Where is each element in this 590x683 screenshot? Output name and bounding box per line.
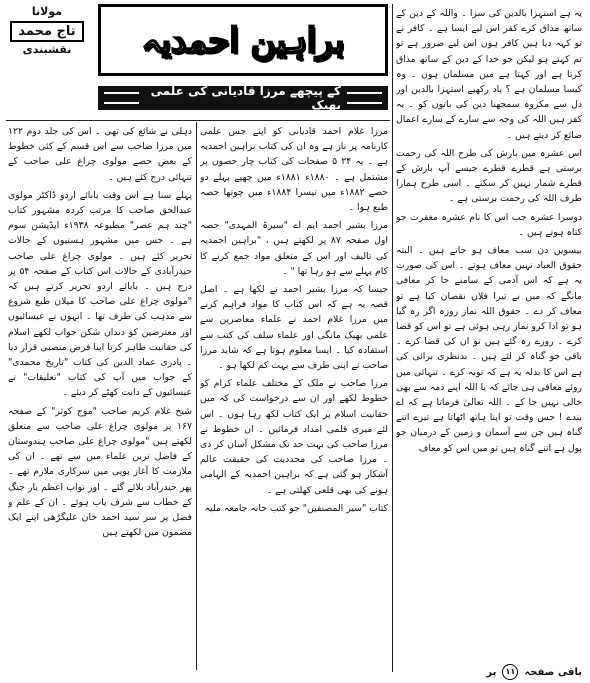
- paragraph: اس عشرہ میں بارش کی طرح اللہ کی رحمت برستی ہے قطرے قطرے جیسے آپ بارش کے قطرے شمار نہیں کر سکتے ۔ اسی طرح ہمارا طرف اللہ کی رحمت برستی ہے ۔: [396, 147, 582, 205]
- author-block: [8, 4, 86, 114]
- paragraph: مرزا غلام احمد قادیانی کو اپنے جس علمی کارنامہ پر ناز ہے وہ ان کی کتاب براہین احمدیہ ہے ۔ یہ ۲۴ ۵ صفحات کی کتاب چار حصوں پر مشتمل ہے ۔ ۱۸۸۰ء ۱۸۸۱ء میں چھپے پہلے دو حصے ۱۸۸۲ء میں تیسرا ۱۸۸۴ء میں چوتھا حصہ طبع ہوا ۔: [200, 126, 388, 214]
- continued-label: باقی صفحہ: [524, 666, 582, 678]
- paragraph: بیسویں دن سب معاف ہو جاتے ہیں ۔ البتہ حقوق العباد نہیں معاف ہوتے ۔ اس کی صورت یہ ہے کہ اس آدمی کے سامنے جا کر معافی مانگے کہ میں نے تیرا فلاں نقصان کیا ہے تو معاف کر دے ۔ حقوق اللہ نماز روزہ اگر رہ گیا ہو تو ادا کرو نماز رہی ہوئی ہے تو اس کو قضا کرے ۔ روزے رہ گئے ہیں تو ان کی قضا کرے ۔ باقی جو گناہ کر لئے ہیں ۔ بدنظری برائی کی ہے اس کا بدلہ یہ ہے کہ توبہ کرے ۔ تنہائی میں روئے معافی ہی جائے کہ یا اللہ اپنے ذمہ سے بھی خالی نہیں جا کے ۔ اللہ تعالیٰ فرماتا ہے کہ اے بندے ! جس وقت تو اپنا ہاتھ اٹھاتا ہے تیرے اتنے گناہ ہیں جن سے آسمان و زمین کے درمیان جو پول ہے اتنے گناہ ہیں تو میں اس کو معاف: [396, 245, 582, 454]
- subtitle: کے پیچھے مرزا قادیانی کی علمی بھیک: [150, 84, 342, 112]
- continued-suffix: پر: [486, 666, 497, 678]
- paragraph: شیخ غلام کریم صاحب "موج کوثر" کے صفحہ ۱۶۷ پر مولوی چراغ علی صاحب سے متعلق لکھتے ہیں "مولوی چراغ علی صاحب ہندوستان کے فاضل ترین علماء میں سے تھے ۔ ان کی ملازمت کا آغاز یوپی میں سرکاری ملازم تھے ۔ پھر حیدرآباد بلائے گئے ۔ اور نواب اعظم یار جنگ کے خطاب سے شرف یاب ہوئے ۔ ان کے علم و فضل پر سر سید احمد خان علیگڑھی اپنے ایک مضمون میں لکھتے ہیں: [8, 405, 192, 539]
- author-prefix: مولانا: [31, 5, 63, 18]
- column-right: [396, 6, 582, 672]
- column-left: [8, 124, 192, 670]
- subtitle-bar: [98, 86, 388, 110]
- author-name: تاج محمد: [10, 21, 83, 42]
- page-ref-badge: ۱۱: [502, 664, 518, 680]
- page-title: براہین احمدیہ: [141, 20, 345, 61]
- paragraph: دوسرا عشرہ جب اس کا نام عشرہ مغفرت جو کتاہ ہوتے ہیں ۔: [396, 211, 582, 238]
- subtitle-ornament-left: [104, 92, 139, 104]
- subtitle-ornament-right: [347, 92, 382, 104]
- author-suffix: نقشبندی: [22, 43, 72, 56]
- paragraph: پہلے سنا ہے اس وقت بابائے اردو ڈاکٹر مولوی عبدالحق صاحب کا مرتب کردہ مشہور کتاب "چند ہم عصر" مطبوعہ ۱۹۳۸ء ایڈیشن سوم ہے ۔ جس میں مشہور ہستیوں کے حالات تحریر کئے ہیں ۔ مولوی چراغ علی صاحب حیدرآبادی کے حالات اس کتاب کے صفحہ ۵۴ پر درج ہیں ۔ بابائے اردو تحریر کرتے ہیں کہ "مولوی چراغ علی صاحب کا میلان طبع شروع سے مذہب کی طرف تھا ۔ انہوں نے عیسائیوں اور معترضین کو دندان شکن جواب لکھے اسلام کی حقانیت ظاہر کرتا اپنا فرض منصبی قرار دیا ۔ پادری عماد الدین کی کتاب "تاریخ محمدی" کے جواب میں آپ کی کتاب "تعلیقات" نے عیسائیوں کے دانت کھٹے کر دیئے ۔: [8, 189, 192, 399]
- masthead: [8, 4, 388, 116]
- continued-on-note: [402, 664, 582, 680]
- column-middle: [200, 124, 388, 670]
- masthead-divider: [6, 120, 390, 121]
- paragraph: مرزا بشیر احمد ایم اے "سیرۃ المہدی" حصہ اول صفحہ ۸۷ پر لکھتے ہیں ، "براہین احمدیہ کی تالیف اور اس کے متعلق مواد جمع کرنے کا کام پہلے سے ہو رہا تھا " ۔: [200, 220, 388, 277]
- paragraph: جیسا کہ مرزا بشیر احمد نے لکھا ہے ۔ اصل قصہ یہ ہے کہ اس کتاب کا مواد فراہم کرنے میں مرزا غلام احمد نے علماء معاصرین سے علمی بھیک مانگی اور علماء سلف کی کتب سے استفادہ کیا ۔ ایسا معلوم ہوتا ہے کہ شاید مرزا صاحب نے اپنی طرف سے بہت کم لکھا ہو ۔: [200, 284, 388, 372]
- paragraph: یہ ہے استہزا بالدین کی سزا ۔ واللہ کے دین کے ساتھ مذاق کرے کفر اس لیے ایسا ہے ۔ کافر نے تو کہہ دیا ہیں کافر ہوں اس لیے ضرور ہے تو تم کہتے ہو لیکن جو خدا کے دین کے ساتھ مذاق کرتا ہے اور کہتا ہے میں مسلمان ہوں ۔ وہ کیسا مسلمان ہے ؟ یاد رکھیے استہزا بالدین اور دل سے مکروہ سمجھنا دین کی باتوں کو ۔ یہ کفر ہیں اللہ کی وجہ سے سارے کے سارے اعمال ضائع کر دیتے ہیں ۔: [396, 8, 582, 141]
- paragraph: دہلی نے شائع کی تھی ۔ اس کی جلد دوم ۱۲۲ میں مرزا صاحب سے اس قسم کے کئی خطوط کے بعض حصے مولوی چراغ علی صاحب کے تنہائی درج کئے ہیں ۔: [8, 126, 192, 183]
- column-divider: [196, 122, 197, 670]
- title-box: [98, 4, 388, 76]
- paragraph: کتاب "سیر المصنفین" جو کتب خانہ جامعہ ملیہ: [204, 502, 388, 514]
- paragraph: مرزا صاحب نے ملک کے مختلف علماء کرام کو خطوط لکھے اور ان سے درخواست کی کہ میں حقانیت اسلام پر ایک کتاب لکھ رہا ہوں ۔ اس لئے میری قلمی امداد فرمائیں ۔ ان خطوط نے مرزا صاحب کی بہت حد تک مشکل آسان کر دی ۔ مرزا صاحب کی مجددیت کی حقیقت عالم آشکار ہو گئی ہے کہ براہین احمدیہ کے الہامی ہونے کی بھی قلعی کھلتی ہے ۔: [200, 378, 388, 496]
- column-divider: [392, 4, 393, 672]
